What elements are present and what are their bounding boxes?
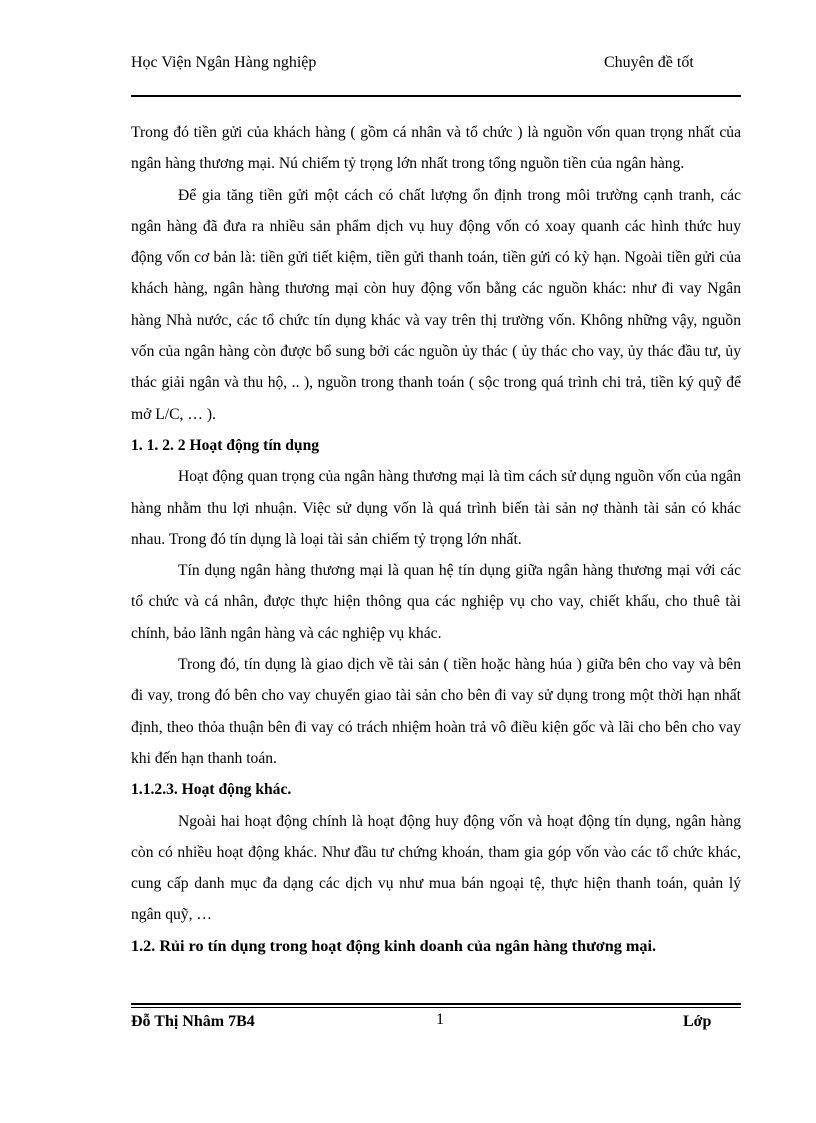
- section-heading-credit: 1. 1. 2. 2 Hoạt động tín dụng: [131, 436, 320, 454]
- header-doc-type: Chuyên đề tốt: [604, 54, 694, 71]
- header-divider: [131, 95, 741, 97]
- document-body: [131, 117, 741, 962]
- section-heading-credit-risk: 1.2. Rủi ro tín dụng trong hoạt động kinh doanh của ngân hàng thương mại.: [131, 936, 657, 955]
- footer-author: Đỗ Thị Nhâm 7B4: [131, 1013, 255, 1030]
- footer-divider-thin: [131, 1007, 741, 1008]
- paragraph-credit-definition: Tín dụng ngân hàng thương mại là quan hệ tín dụng giữa ngân hàng thương mại với các tổ chức và cá nhân, được thực hiện thông qua các nghiệp vụ cho vay, chiết khấu, cho thuê tài chính, bảo lãnh ngân hàng và các nghiệp vụ khác.: [131, 562, 741, 642]
- footer-class: Lớp: [683, 1013, 712, 1030]
- paragraph-deposits: Trong đó tiền gửi của khách hàng ( gồm cá nhân và tổ chức ) là nguồn vốn quan trọng nhất của ngân hàng thương mại. Nú chiếm tỷ trọng lớn nhất trong tổng nguồn tiền của ngân hàng.: [131, 124, 741, 173]
- paragraph-credit-transaction: Trong đó, tín dụng là giao dịch về tài sản ( tiền hoặc hàng húa ) giữa bên cho vay và bên đi vay, trong đó bên cho vay chuyển giao tài sản cho bên đi vay sử dụng trong một thời hạn nhất định, theo thỏa thuận bên đi vay có trách nhiệm hoàn trả vô điều kiện gốc và lãi cho bên cho vay khi đến hạn thanh toán.: [131, 656, 741, 767]
- paragraph-other-activities: Ngoài hai hoạt động chính là hoạt động huy động vốn và hoạt động tín dụng, ngân hàng còn có nhiều hoạt động khác. Như đầu tư chứng khoán, tham gia góp vốn vào các tổ chức khác, cung cấp danh mục đa dạng các dịch vụ như mua bán ngoại tệ, thực hiện thanh toán, quản lý ngân quỹ, …: [131, 812, 741, 924]
- section-heading-other: 1.1.2.3. Hoạt động khác.: [131, 781, 292, 799]
- paragraph-deposit-growth: Để gia tăng tiền gửi một cách có chất lượng ổn định trong môi trường cạnh tranh, các ngân hàng đã đưa ra nhiều sản phẩm dịch vụ huy động vốn có xoay quanh các hình thức huy động vốn cơ bản là: tiền gửi tiết kiệm, tiền gửi thanh toán, tiền gửi có kỳ hạn. Ngoài tiền gửi của khách hàng, ngân hàng thương mại còn huy động vốn bằng các nguồn khác: như đi vay Ngân hàng Nhà nước, các tổ chức tín dụng khác và vay trên thị trường vốn. Không những vậy, nguồn vốn của ngân hàng còn được bổ sung bởi các nguồn ủy thác ( ủy thác cho vay, ủy thác đầu tư, ủy thác giải ngân và thu hộ, .. ), nguồn trong thanh toán ( sộc trong quá trình chi trả, tiền ký quỹ để mở L/C, … ).: [131, 186, 741, 423]
- paragraph-credit-usage: Hoạt động quan trọng của ngân hàng thương mại là tìm cách sử dụng nguồn vốn của ngân hàng nhằm thu lợi nhuận. Việc sử dụng vốn là quá trình biến tài sản nợ thành tài sản có khác nhau. Trong đó tín dụng là loại tài sản chiếm tỷ trọng lớn nhất.: [131, 468, 741, 548]
- header-institution: Học Viện Ngân Hàng nghiệp: [131, 54, 317, 71]
- page-number: 1: [436, 1011, 444, 1028]
- footer-divider-thick: [131, 1003, 741, 1005]
